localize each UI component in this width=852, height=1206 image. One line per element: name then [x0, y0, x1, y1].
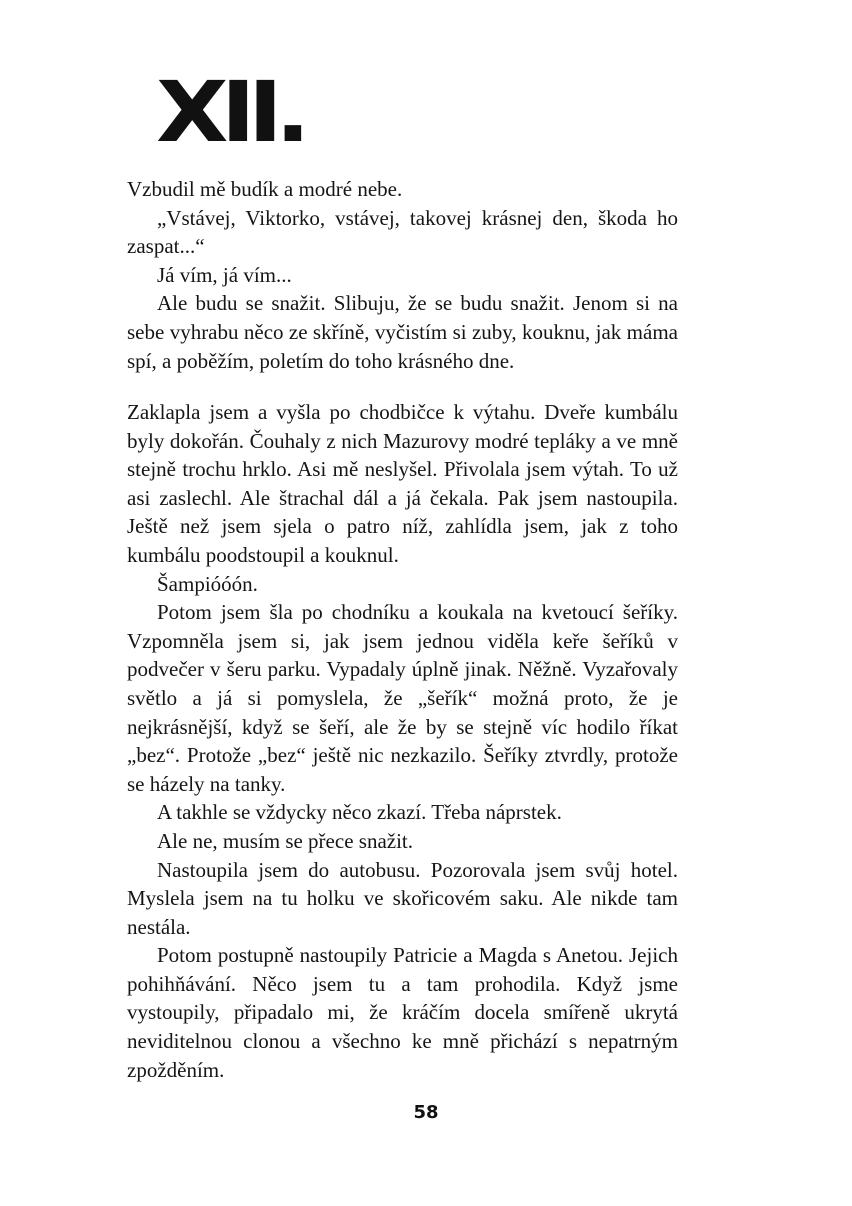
chapter-title: XII. — [156, 63, 303, 161]
paragraph: Nastoupila jsem do autobusu. Pozorovala jsem svůj hotel. Myslela jsem na tu holku ve skořicovém saku. Ale nikde tam nestála. — [127, 857, 678, 939]
paragraph: A takhle se vždycky něco zkazí. Třeba náprstek. — [157, 800, 562, 825]
paragraph: Vzbudil mě budík a modré nebe. — [127, 177, 403, 201]
paragraph: Ale budu se snažit. Slibuju, že se budu snažit. Jenom si na sebe vyhrabu něco ze skříně, vyčistím si zuby, kouknu, jak máma spí, a poběžím, poletím do toho krásného dne. — [127, 291, 678, 373]
text-section-1 — [127, 175, 678, 375]
paragraph: Potom postupně nastoupily Patricie a Magda s Anetou. Jejich pohihňávání. Něco jsem tu a tam prohodila. Když jsme vystoupily, připadalo mi, že kráčím docela smířeně ukrytá neviditelnou clonou a všechno ke mně přichází s nepatrným zpožděním. — [127, 943, 678, 1082]
paragraph: Zaklapla jsem a vyšla po chodbičce k výtahu. Dveře kumbálu byly dokořán. Čouhaly z nich Mazurovy modré tepláky a ve mně stejně trochu hrklo. Asi mě neslyšel. Přivolala jsem výtah. To už asi zaslechl. Ale štrachal dál a já čekala. Pak jsem nastoupila. Ještě než jsem sjela o patro níž, zahlídla jsem, jak z toho kumbálu poodstoupil a kouknul. — [127, 400, 678, 567]
text-section-2 — [127, 398, 678, 1084]
paragraph: Potom jsem šla po chodníku a koukala na kvetoucí šeříky. Vzpomněla jsem si, jak jsem jednou viděla keře šeříků v podvečer v šeru parku. Vypadaly úplně jinak. Něžně. Vyzařovaly světlo a já si pomyslela, že „šeřík“ možná proto, že je nejkrásnější, když se šeří, ale že by se stejně víc hodilo říkat „bez“. Protože „bez“ ještě nic nezkazilo. Šeříky ztvrdly, protože se házely na tanky. — [127, 600, 678, 796]
paragraph: Ale ne, musím se přece snažit. — [157, 828, 413, 853]
paragraph: „Vstávej, Viktorko, vstávej, takovej krásnej den, škoda ho zaspat...“ — [127, 205, 678, 259]
paragraph: Šampióóón. — [157, 571, 258, 596]
paragraph: Já vím, já vím... — [157, 262, 292, 287]
page-number: 58 — [413, 1102, 439, 1123]
